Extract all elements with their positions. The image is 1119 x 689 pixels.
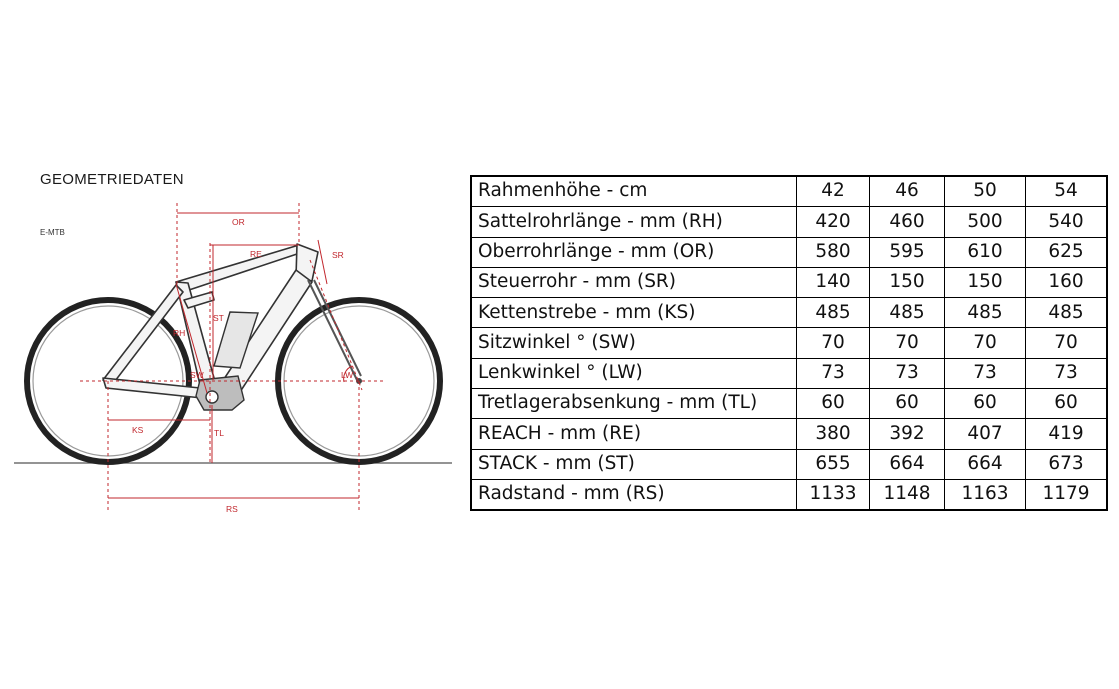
row-value: 460 — [870, 207, 945, 237]
row-value: 70 — [1026, 328, 1108, 358]
label-re: RE — [250, 249, 262, 259]
row-label: REACH - mm (RE) — [471, 419, 797, 449]
row-label: STACK - mm (ST) — [471, 449, 797, 479]
row-value: 485 — [797, 298, 870, 328]
table-row — [471, 207, 1107, 237]
row-value: 150 — [945, 267, 1026, 297]
row-value: 73 — [870, 358, 945, 388]
table-row — [471, 237, 1107, 267]
label-lw: LW — [341, 370, 354, 380]
row-value: 610 — [945, 237, 1026, 267]
row-value: 625 — [1026, 237, 1108, 267]
row-label: Tretlagerabsenkung - mm (TL) — [471, 389, 797, 419]
row-value: 655 — [797, 449, 870, 479]
row-value: 150 — [870, 267, 945, 297]
diagram-subtitle: E-MTB — [40, 228, 65, 237]
row-value: 70 — [945, 328, 1026, 358]
table-row — [471, 328, 1107, 358]
row-value: 1148 — [870, 479, 945, 510]
row-value: 580 — [797, 237, 870, 267]
row-value: 664 — [945, 449, 1026, 479]
row-value: 392 — [870, 419, 945, 449]
row-label: Steuerrohr - mm (SR) — [471, 267, 797, 297]
row-value: 407 — [945, 419, 1026, 449]
label-tl: TL — [214, 428, 224, 438]
row-value: 1163 — [945, 479, 1026, 510]
size-header: 42 — [797, 176, 870, 207]
row-value: 73 — [945, 358, 1026, 388]
row-value: 420 — [797, 207, 870, 237]
row-label: Oberrohrlänge - mm (OR) — [471, 237, 797, 267]
row-value: 70 — [797, 328, 870, 358]
geometry-table — [470, 175, 1108, 511]
row-value: 485 — [870, 298, 945, 328]
size-header: 54 — [1026, 176, 1108, 207]
row-value: 140 — [797, 267, 870, 297]
table-row — [471, 419, 1107, 449]
row-value: 1179 — [1026, 479, 1108, 510]
row-label: Sattelrohrlänge - mm (RH) — [471, 207, 797, 237]
table-header-row — [471, 176, 1107, 207]
label-sr: SR — [332, 250, 344, 260]
label-sw: SW — [190, 370, 204, 380]
row-value: 60 — [945, 389, 1026, 419]
row-value: 73 — [797, 358, 870, 388]
size-header: 50 — [945, 176, 1026, 207]
label-st: ST — [213, 313, 224, 323]
size-header: 46 — [870, 176, 945, 207]
bike-geometry-diagram — [0, 0, 470, 689]
header-label: Rahmenhöhe - cm — [471, 176, 797, 207]
row-value: 673 — [1026, 449, 1108, 479]
row-value: 540 — [1026, 207, 1108, 237]
row-value: 1133 — [797, 479, 870, 510]
row-value: 595 — [870, 237, 945, 267]
row-value: 500 — [945, 207, 1026, 237]
diagram-title: GEOMETRIEDATEN — [40, 171, 184, 188]
label-rh: RH — [173, 328, 186, 338]
row-value: 485 — [1026, 298, 1108, 328]
row-label: Lenkwinkel ° (LW) — [471, 358, 797, 388]
label-ks: KS — [132, 425, 144, 435]
row-label: Sitzwinkel ° (SW) — [471, 328, 797, 358]
front-fork — [308, 280, 361, 380]
table-row — [471, 358, 1107, 388]
table-row — [471, 267, 1107, 297]
row-value: 485 — [945, 298, 1026, 328]
table-row — [471, 389, 1107, 419]
row-value: 160 — [1026, 267, 1108, 297]
row-value: 60 — [870, 389, 945, 419]
label-rs: RS — [226, 504, 238, 514]
row-label: Kettenstrebe - mm (KS) — [471, 298, 797, 328]
row-label: Radstand - mm (RS) — [471, 479, 797, 510]
row-value: 664 — [870, 449, 945, 479]
table-row — [471, 298, 1107, 328]
label-or: OR — [232, 217, 245, 227]
row-value: 60 — [797, 389, 870, 419]
row-value: 70 — [870, 328, 945, 358]
row-value: 419 — [1026, 419, 1108, 449]
table-row — [471, 449, 1107, 479]
row-value: 60 — [1026, 389, 1108, 419]
table-row — [471, 479, 1107, 510]
row-value: 380 — [797, 419, 870, 449]
row-value: 73 — [1026, 358, 1108, 388]
